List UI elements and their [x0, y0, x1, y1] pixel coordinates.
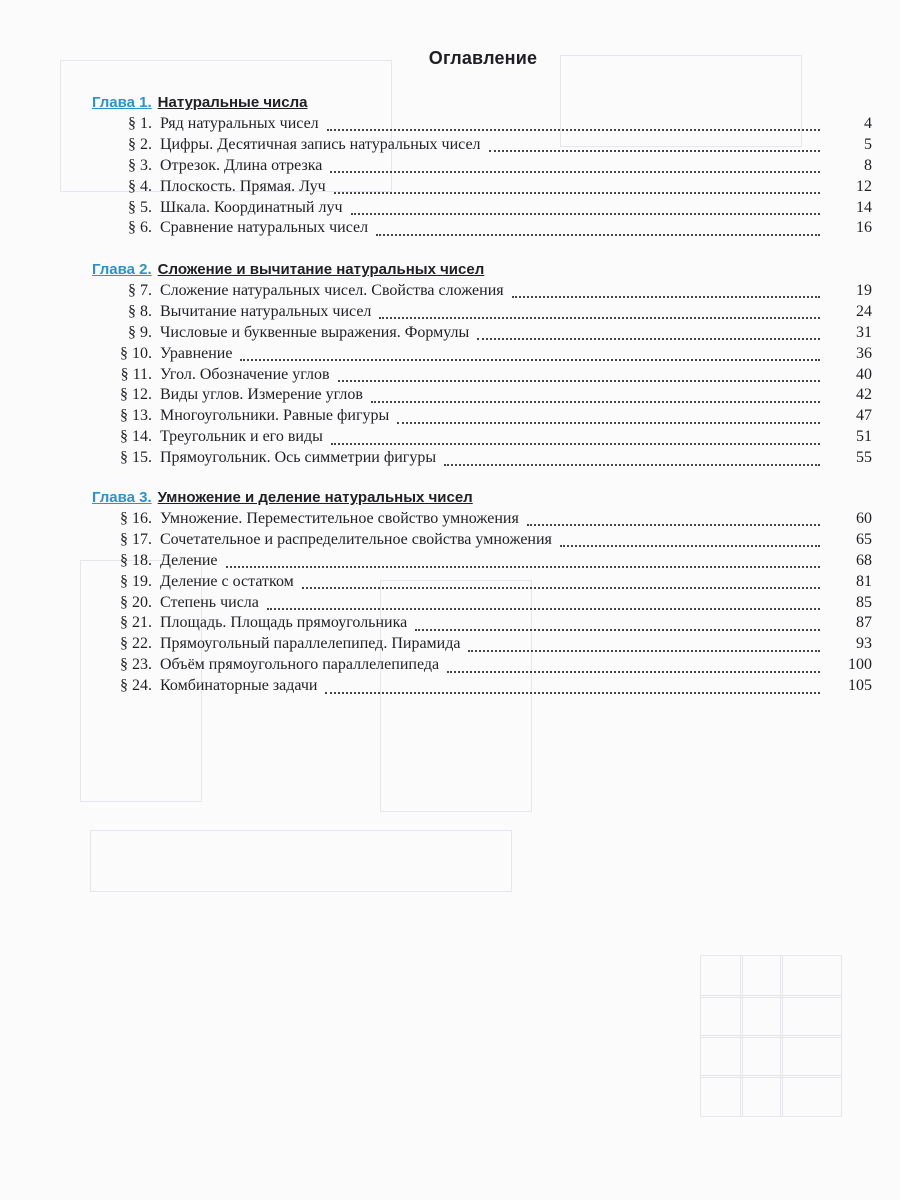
page-number: 12 — [856, 177, 872, 195]
leader-dots — [447, 661, 820, 673]
section-title: Цифры. Десятичная запись натуральных чисел — [160, 135, 481, 153]
page-number: 93 — [856, 635, 872, 653]
leader-dots — [330, 161, 820, 173]
section-number: § 17. — [120, 530, 152, 548]
chapter-label: Глава 3. — [92, 489, 152, 506]
section-title: Деление — [160, 551, 218, 569]
leader-dots — [379, 307, 820, 319]
page-number: 42 — [856, 386, 872, 404]
page-number: 16 — [856, 219, 872, 237]
section-number: § 14. — [120, 428, 152, 446]
toc-entry[interactable] — [92, 509, 872, 530]
toc-entry[interactable] — [92, 530, 872, 551]
section-number: § 2. — [128, 135, 152, 153]
leader-dots — [327, 119, 820, 131]
section-title: Объём прямоугольного параллелепипеда — [160, 656, 440, 674]
section-number: § 9. — [128, 323, 152, 341]
page-number: 105 — [848, 677, 872, 695]
section-number: § 20. — [120, 593, 152, 611]
leader-dots — [397, 412, 820, 424]
page-number: 8 — [864, 156, 872, 174]
page-number: 100 — [848, 656, 872, 674]
section-number: § 23. — [120, 656, 152, 674]
toc-entry[interactable] — [92, 385, 872, 406]
section-number: § 15. — [120, 449, 152, 467]
toc-entry[interactable] — [92, 218, 872, 239]
toc-entry[interactable] — [92, 156, 872, 177]
toc-entry[interactable] — [92, 281, 872, 302]
section-title: Вычитание натуральных чисел — [160, 302, 372, 320]
leader-dots — [489, 140, 820, 152]
page-number: 55 — [856, 449, 872, 467]
leader-dots — [325, 682, 820, 694]
page-number: 19 — [856, 282, 872, 299]
chapter-label: Глава 2. — [92, 261, 152, 278]
section-title: Угол. Обозначение углов — [160, 365, 330, 383]
leader-dots — [477, 328, 820, 340]
toc-entry[interactable] — [92, 676, 872, 697]
toc-entry[interactable] — [92, 448, 872, 469]
section-title: Площадь. Площадь прямоугольника — [160, 614, 408, 632]
page-number: 4 — [864, 115, 872, 132]
leader-dots — [331, 433, 820, 445]
page-number: 36 — [856, 344, 872, 362]
page-number: 51 — [856, 428, 872, 446]
leader-dots — [371, 391, 820, 403]
section-title: Числовые и буквенные выражения. Формулы — [160, 323, 470, 341]
chapter-2 — [92, 259, 872, 469]
section-title: Сочетательное и распределительное свойства умножения — [160, 530, 552, 548]
chapter-3 — [92, 487, 872, 697]
page-number: 87 — [856, 614, 872, 632]
section-title: Сложение натуральных чисел. Свойства сложения — [160, 282, 504, 299]
toc-entry[interactable] — [92, 634, 872, 655]
section-number: § 6. — [128, 219, 152, 237]
page-number: 40 — [856, 365, 872, 383]
page-number: 60 — [856, 510, 872, 527]
leader-dots — [444, 454, 820, 466]
page-number: 47 — [856, 407, 872, 425]
section-number: § 13. — [120, 407, 152, 425]
leader-dots — [376, 224, 820, 236]
section-number: § 1. — [128, 115, 152, 132]
section-title: Отрезок. Длина отрезка — [160, 156, 323, 174]
section-title: Комбинаторные задачи — [160, 677, 318, 695]
chapter-label: Глава 1. — [92, 94, 152, 111]
chapter-heading[interactable] — [92, 92, 872, 114]
section-number: § 3. — [128, 156, 152, 174]
toc-entry[interactable] — [92, 135, 872, 156]
leader-dots — [226, 556, 820, 568]
toc-entry[interactable] — [92, 114, 872, 135]
section-number: § 22. — [120, 635, 152, 653]
chapter-name: Умножение и деление натуральных чисел — [157, 489, 473, 506]
section-title: Прямоугольный параллелепипед. Пирамида — [160, 635, 461, 653]
page-number: 85 — [856, 593, 872, 611]
page-number: 24 — [856, 302, 872, 320]
section-number: § 4. — [128, 177, 152, 195]
section-number: § 8. — [128, 302, 152, 320]
section-number: § 18. — [120, 551, 152, 569]
toc-entry[interactable] — [92, 593, 872, 614]
section-title: Треугольник и его виды — [160, 428, 323, 446]
section-title: Степень числа — [160, 593, 259, 611]
toc-entry[interactable] — [92, 344, 872, 365]
chapter-name: Натуральные числа — [157, 94, 308, 111]
toc-entry[interactable] — [92, 427, 872, 448]
chapter-heading[interactable] — [92, 259, 872, 281]
section-title: Прямоугольник. Ось симметрии фигуры — [160, 449, 437, 467]
page-number: 14 — [856, 198, 872, 216]
section-title: Уравнение — [160, 344, 233, 362]
section-number: § 10. — [120, 344, 152, 362]
section-title: Деление с остатком — [160, 572, 294, 590]
toc-entry[interactable] — [92, 655, 872, 676]
section-number: § 12. — [120, 386, 152, 404]
page-number: 68 — [856, 551, 872, 569]
toc-entry[interactable] — [92, 323, 872, 344]
page-number: 5 — [864, 135, 872, 153]
leader-dots — [512, 286, 820, 298]
leader-dots — [338, 370, 820, 382]
section-title: Умножение. Переместительное свойство умножения — [160, 510, 519, 527]
section-number: § 19. — [120, 572, 152, 590]
section-number: § 7. — [128, 282, 152, 299]
toc-entry[interactable] — [92, 302, 872, 323]
section-title: Многоугольники. Равные фигуры — [160, 407, 390, 425]
chapter-1 — [92, 92, 872, 239]
leader-dots — [527, 514, 820, 526]
toc-entry[interactable] — [92, 177, 872, 198]
page-number: 31 — [856, 323, 872, 341]
section-title: Шкала. Координатный луч — [160, 198, 343, 216]
toc-entry[interactable] — [92, 613, 872, 634]
leader-dots — [302, 577, 820, 589]
leader-dots — [351, 203, 820, 215]
leader-dots — [267, 598, 820, 610]
page-title: Оглавление — [428, 48, 538, 68]
page-number: 65 — [856, 530, 872, 548]
section-title: Ряд натуральных чисел — [160, 115, 319, 132]
leader-dots — [334, 182, 820, 194]
section-number: § 11. — [120, 365, 152, 383]
chapter-name: Сложение и вычитание натуральных чисел — [157, 261, 485, 278]
section-number: § 21. — [120, 614, 152, 632]
chapter-heading[interactable] — [92, 487, 872, 509]
section-number: § 16. — [120, 510, 152, 527]
leader-dots — [468, 640, 820, 652]
leader-dots — [415, 619, 820, 631]
toc-entry[interactable] — [92, 572, 872, 593]
page-number: 81 — [856, 572, 872, 590]
section-title: Сравнение натуральных чисел — [160, 219, 369, 237]
section-title: Плоскость. Прямая. Луч — [160, 177, 326, 195]
leader-dots — [240, 349, 820, 361]
toc-entry[interactable] — [92, 551, 872, 572]
toc-entry[interactable] — [92, 406, 872, 427]
leader-dots — [560, 535, 820, 547]
toc-entry[interactable] — [92, 365, 872, 386]
section-title: Виды углов. Измерение углов — [160, 386, 363, 404]
toc-entry[interactable] — [92, 198, 872, 219]
section-number: § 5. — [128, 198, 152, 216]
section-number: § 24. — [120, 677, 152, 695]
